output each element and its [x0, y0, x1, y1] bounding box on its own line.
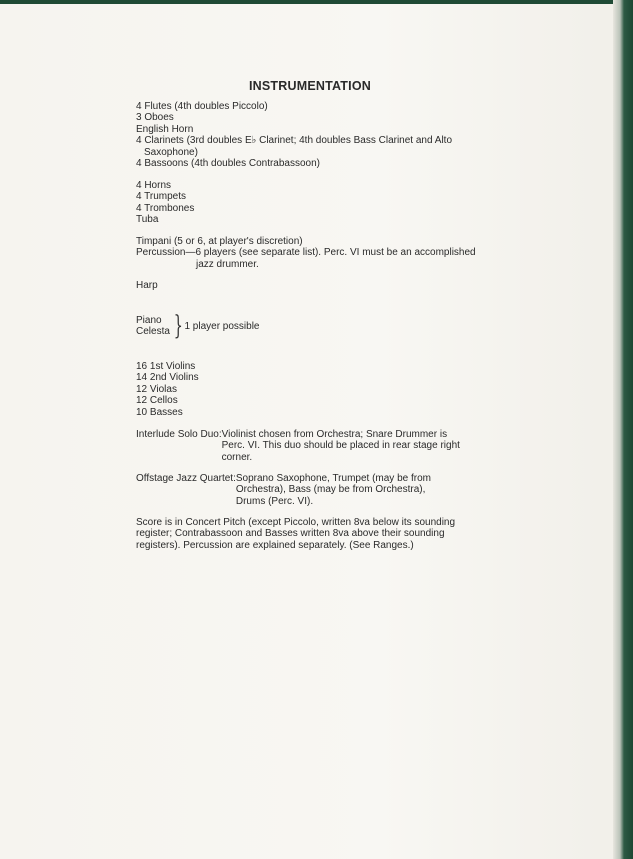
percussion-section [136, 236, 476, 270]
offstage-line: Drums (Perc. VI). [235, 495, 314, 507]
page-title: INSTRUMENTATION [249, 79, 371, 93]
woodwind-line: 4 Clarinets (3rd doubles E♭ Clarinet; 4th doubles Bass Clarinet and Alto [136, 135, 453, 147]
keyboards-note: 1 player possible [184, 320, 260, 332]
piano-line: Piano [136, 315, 162, 326]
woodwind-line: 4 Flutes (4th doubles Piccolo) [136, 101, 268, 112]
offstage-line: Soprano Saxophone, Trumpet (may be from [235, 473, 431, 484]
harp-line: Harp [136, 280, 158, 291]
woodwind-line: 3 Oboes [136, 112, 174, 124]
celesta-line: Celesta [136, 326, 170, 338]
strings-section [136, 361, 199, 418]
offstage-section [136, 473, 496, 507]
woodwind-line: English Horn [136, 123, 194, 135]
score-note-line: registers). Percussion are explained separately. (See Ranges.) [136, 539, 414, 551]
offstage-label: Offstage Jazz Quartet: [136, 473, 236, 484]
woodwind-line: Saxophone) [144, 146, 198, 158]
brass-line: 4 Trumpets [136, 191, 187, 203]
woodwind-line: 4 Bassoons (4th doubles Contrabassoon) [136, 158, 321, 170]
interlude-label: Interlude Solo Duo: [136, 429, 222, 440]
interlude-line: Violinist chosen from Orchestra; Snare Drummer is [221, 429, 448, 440]
score-note-line: register; Contrabassoon and Basses written 8va above their sounding [136, 528, 445, 540]
string-line: 12 Violas [136, 383, 177, 395]
offstage-line: Orchestra), Bass (may be from Orchestra), [235, 484, 426, 496]
string-line: 12 Cellos [136, 395, 178, 407]
percussion-line: Percussion—6 players (see separate list). Perc. VI must be an accomplished [136, 247, 476, 259]
binding-edge-top [0, 0, 633, 4]
string-line: 10 Basses [136, 406, 183, 418]
score-note-line: Score is in Concert Pitch (except Piccolo, written 8va below its sounding [136, 517, 456, 528]
string-line: 14 2nd Violins [136, 372, 199, 384]
brass-line: Tuba [136, 214, 159, 226]
brass-line: 4 Trombones [136, 202, 195, 214]
interlude-section [136, 429, 496, 463]
keyboards-section [136, 311, 260, 342]
percussion-line: jazz drummer. [196, 258, 259, 270]
interlude-line: corner. [221, 451, 253, 463]
timpani-line: Timpani (5 or 6, at player's discretion) [136, 236, 303, 247]
brass-line: 4 Horns [136, 180, 172, 191]
harp-section [136, 280, 158, 291]
brass-section [136, 180, 194, 226]
interlude-line: Perc. VI. This duo should be placed in rear stage right [221, 440, 460, 452]
string-line: 16 1st Violins [136, 361, 196, 372]
brace-symbol: } [173, 311, 183, 342]
binding-edge-right [613, 0, 633, 859]
score-note-section [136, 517, 455, 551]
woodwinds-section [136, 101, 452, 169]
